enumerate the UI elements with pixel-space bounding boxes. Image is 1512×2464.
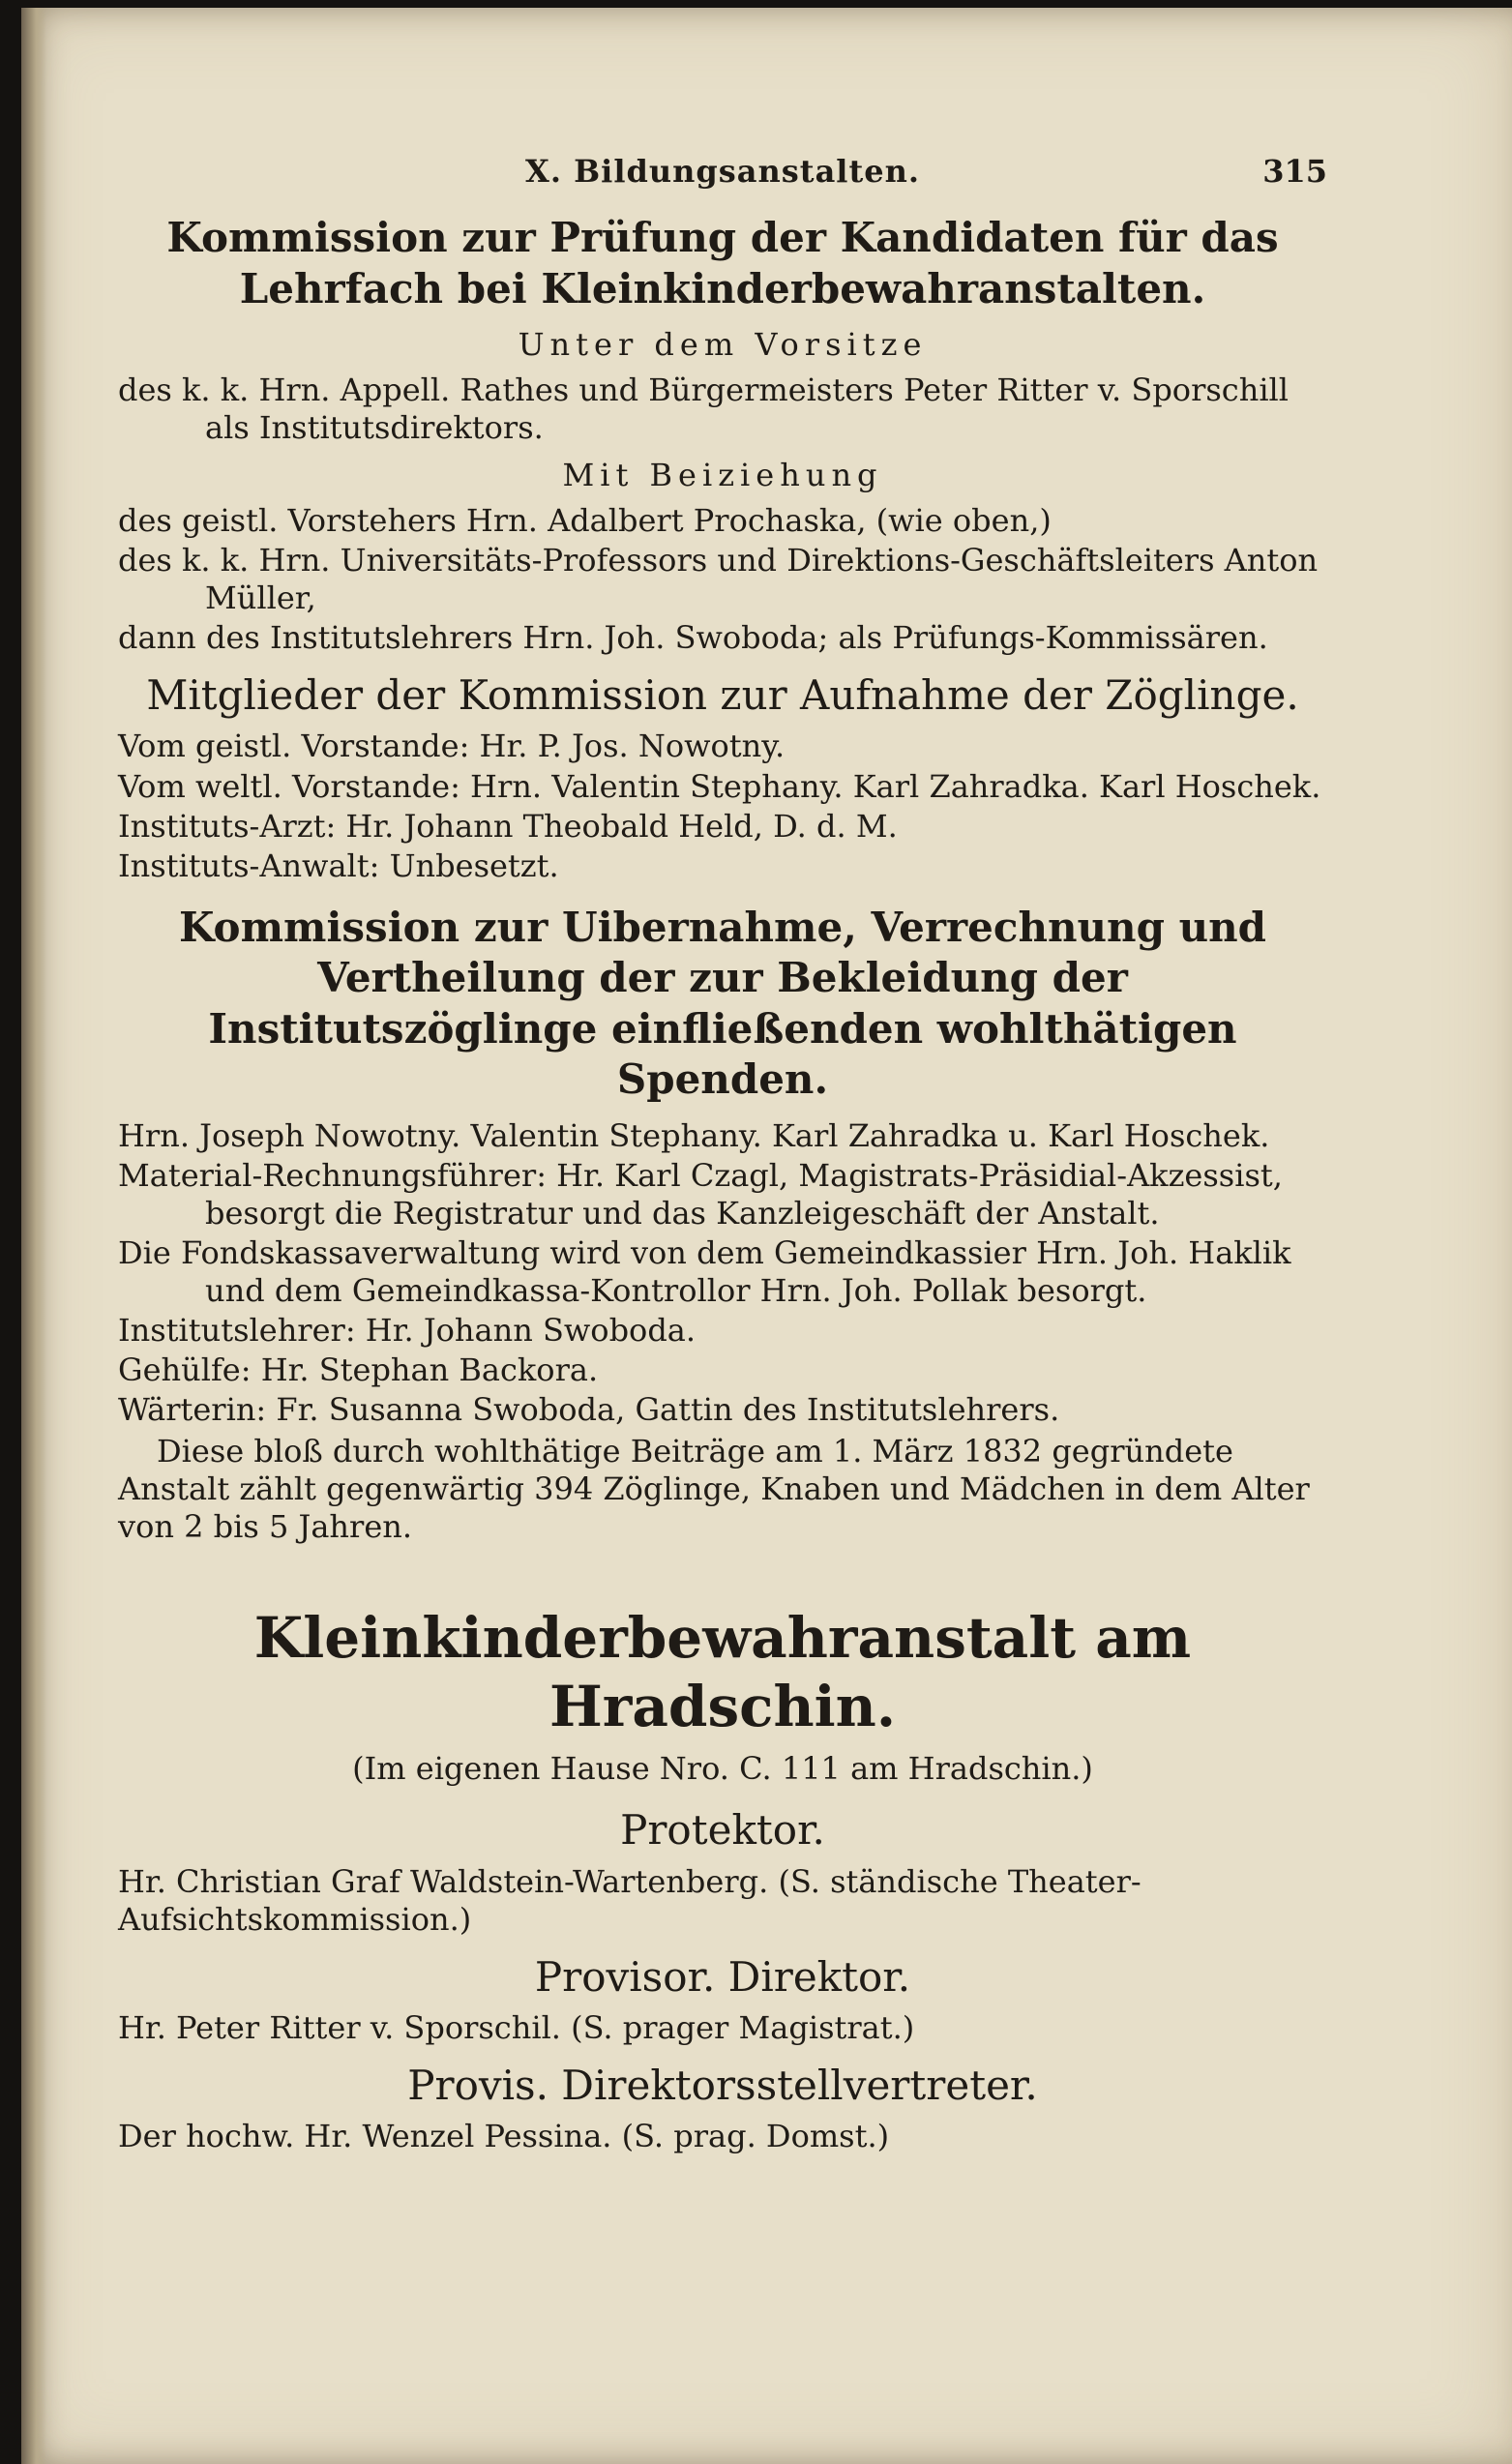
entry-line: Vom weltl. Vorstande: Hrn. Valentin Stephany. Karl Zahradka. Karl Hoschek. xyxy=(118,767,1321,805)
page-number: 315 xyxy=(1262,153,1327,190)
entry-line: Hrn. Joseph Nowotny. Valentin Stephany. Karl Zahradka u. Karl Hoschek. xyxy=(118,1116,1270,1154)
running-title: X. Bildungsanstalten. xyxy=(525,153,920,190)
section-title-pruefungskommission: Kommission zur Prüfung der Kandidaten für das Lehrfach bei Kleinkinderbewahranstalten. xyxy=(166,214,1279,312)
heading-provisor: Provisor. Direktor. xyxy=(534,1952,911,2001)
stellvertreter-text: Der hochw. Hr. Wenzel Pessina. (S. prag. Domst.) xyxy=(118,2118,890,2155)
entry-line: Die Fondskassaverwaltung wird von dem Gemeindkassier Hrn. Joh. Haklik und dem Gemeindkassa-Kontrollor Hrn. Joh. Pollak besorgt. xyxy=(118,1233,1291,1309)
member-line: dann des Institutslehrers Hrn. Joh. Swoboda; als Prüfungs-Kommissären. xyxy=(118,619,1268,657)
book-page xyxy=(21,8,1512,2464)
entry-line: Wärterin: Fr. Susanna Swoboda, Gattin des Institutslehrers. xyxy=(118,1390,1060,1428)
entry-line: Institutslehrer: Hr. Johann Swoboda. xyxy=(118,1311,697,1349)
paragraph-anstalt: Diese bloß durch wohlthätige Beiträge am 1. März 1832 gegründete Anstalt zählt gegenwärtig 394 Zöglinge, Knaben und Mädchen in dem Alter von 2 bis 5 Jahren. xyxy=(118,1432,1310,1545)
section-title-uibernahme: Kommission zur Uibernahme, Verrechnung und Vertheilung der zur Bekleidung der Institutszöglinge einfließenden wohlthätigen Spenden. xyxy=(178,903,1267,1104)
member-line: des geistl. Vorstehers Hrn. Adalbert Prochaska, (wie oben,) xyxy=(118,502,1052,540)
provisor-text: Hr. Peter Ritter v. Sporschil. (S. prager Magistrat.) xyxy=(118,2009,915,2047)
page-content xyxy=(118,153,1327,2157)
heading-stellvertreter: Provis. Direktorsstellvertreter. xyxy=(407,2062,1038,2110)
entry-line: Material-Rechnungsführer: Hr. Karl Czagl, Magistrats-Präsidial-Akzessist, besorgt die Registratur und das Kanzleigeschäft der Anstalt. xyxy=(118,1156,1283,1232)
vorsitz-text: des k. k. Hrn. Appell. Rathes und Bürgermeisters Peter Ritter v. Sporschill als Institutsdirektors. xyxy=(118,371,1290,447)
address-note: (Im eigenen Hause Nro. C. 111 am Hradschin.) xyxy=(352,1750,1093,1788)
entry-line: Vom geistl. Vorstande: Hr. P. Jos. Nowotny. xyxy=(118,727,786,765)
page-binding-shadow xyxy=(21,8,46,2464)
entry-line: Gehülfe: Hr. Stephan Backora. xyxy=(118,1351,599,1388)
heading-protektor: Protektor. xyxy=(620,1806,825,1855)
member-line: des k. k. Hrn. Universitäts-Professors und Direktions-Geschäftsleiters Anton Müller, xyxy=(118,542,1319,617)
entry-line: Instituts-Arzt: Hr. Johann Theobald Held, D. d. M. xyxy=(118,807,898,845)
entry-line: Instituts-Anwalt: Unbesetzt. xyxy=(118,846,559,884)
section-title-aufnahme: Mitglieder der Kommission zur Aufnahme der Zöglinge. xyxy=(146,671,1299,720)
protektor-text: Hr. Christian Graf Waldstein-Wartenberg. (S. ständische Theater-Aufsichtskommission.) xyxy=(118,1862,1141,1938)
running-head xyxy=(118,153,1327,199)
subheading-beiziehung: Mit Beiziehung xyxy=(562,457,883,494)
section-title-hradschin: Kleinkinderbewahranstalt am Hradschin. xyxy=(253,1604,1192,1739)
subheading-vorsitz: Unter dem Vorsitze xyxy=(518,326,928,363)
